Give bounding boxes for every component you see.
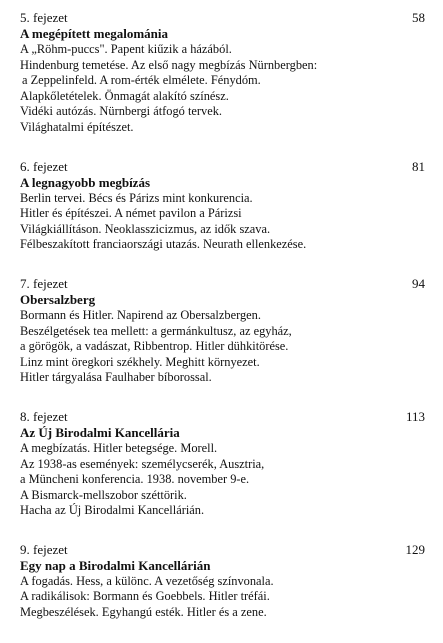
chapter-summary-line: Bormann és Hitler. Napirend az Obersalzbergen. — [20, 307, 261, 322]
chapter-summary-line: a Müncheni konferencia. 1938. november 9-e. — [20, 472, 250, 487]
chapter-header — [20, 158, 425, 175]
chapter-label: 8. fejezet — [20, 408, 68, 424]
chapter-summary-line: Beszélgetések tea mellett: a germánkultusz, az egyház, — [20, 323, 292, 338]
chapter-page-number: 94 — [412, 275, 425, 291]
chapter-entry — [20, 541, 425, 621]
chapter-summary-line: Linz mint öregkori székhely. Meghitt környezet. — [20, 354, 260, 369]
chapter-title: A legnagyobb megbízás — [20, 174, 151, 190]
chapter-label: 6. fejezet — [20, 158, 68, 174]
chapter-summary-line: Világhatalmi építészet. — [20, 119, 134, 134]
chapter-summary-line: Félbeszakított franciaországi utazás. Neurath ellenkezése. — [20, 237, 307, 252]
chapter-entry — [20, 9, 425, 136]
chapter-summary-line: Vidéki autózás. Nürnbergi átfogó tervek. — [20, 104, 223, 119]
chapter-entry — [20, 275, 425, 386]
chapter-summary-line: a Zeppelinfeld. A rom-érték elmélete. Fénydóm. — [22, 73, 261, 88]
chapter-summary-line: A megbízatás. Hitler betegsége. Morell. — [20, 440, 218, 455]
chapter-label: 5. fejezet — [20, 10, 68, 25]
chapter-summary-line: Hitler tárgyalása Faulhaber bíborossal. — [20, 370, 212, 385]
chapter-summary-line: Az 1938-as események: személycserék, Ausztria, — [20, 456, 265, 471]
chapter-header — [20, 275, 425, 292]
chapter-summary-line: a görögök, a vadászat, Ribbentrop. Hitler dühkitörése. — [20, 339, 289, 354]
chapter-header — [20, 408, 425, 425]
chapter-summary-line: A radikálisok: Bormann és Goebbels. Hitler tréfái. — [20, 589, 270, 604]
chapter-page-number: 81 — [412, 158, 425, 174]
chapter-summary-line: A „Röhm-puccs". Papent kiűzik a házából. — [20, 42, 232, 56]
chapter-summary-line: Hacha az Új Birodalmi Kancellárián. — [20, 503, 205, 518]
chapter-page-number: 58 — [412, 10, 425, 25]
chapter-summary-line: Alapkőletételek. Önmagát alakító színész. — [20, 88, 229, 103]
chapter-title: A megépített megalománia — [20, 26, 169, 41]
chapter-title: Az Új Birodalmi Kancellária — [20, 424, 180, 440]
chapter-entry — [20, 408, 425, 519]
chapter-title: Egy nap a Birodalmi Kancellárián — [20, 557, 211, 573]
chapter-summary-line: Megbeszélések. Egyhangú esték. Hitler és a zene. — [20, 605, 267, 620]
table-of-contents — [20, 9, 425, 643]
chapter-label: 7. fejezet — [20, 275, 68, 291]
chapter-page-number: 129 — [405, 541, 425, 557]
chapter-summary-line: Világkiállításon. Neoklasszicizmus, az idők szava. — [20, 221, 271, 236]
chapter-summary-line: Berlin tervei. Bécs és Párizs mint konkurencia. — [20, 190, 253, 205]
chapter-label: 9. fejezet — [20, 541, 68, 557]
chapter-summary-line: A Bismarck-mellszobor széttörik. — [20, 487, 187, 502]
chapter-summary-line: A fogadás. Hess, a különc. A vezetőség színvonala. — [20, 573, 274, 588]
chapter-page-number: 113 — [405, 408, 425, 424]
chapter-summary-line: Hindenburg temetése. Az első nagy megbízás Nürnbergben: — [20, 57, 318, 72]
chapter-header — [20, 9, 425, 26]
chapter-title: Obersalzberg — [20, 291, 96, 307]
chapter-summary-line: Hitler és építészei. A német pavilon a Párizsi — [20, 206, 242, 221]
chapter-header — [20, 541, 425, 558]
chapter-entry — [20, 158, 425, 253]
